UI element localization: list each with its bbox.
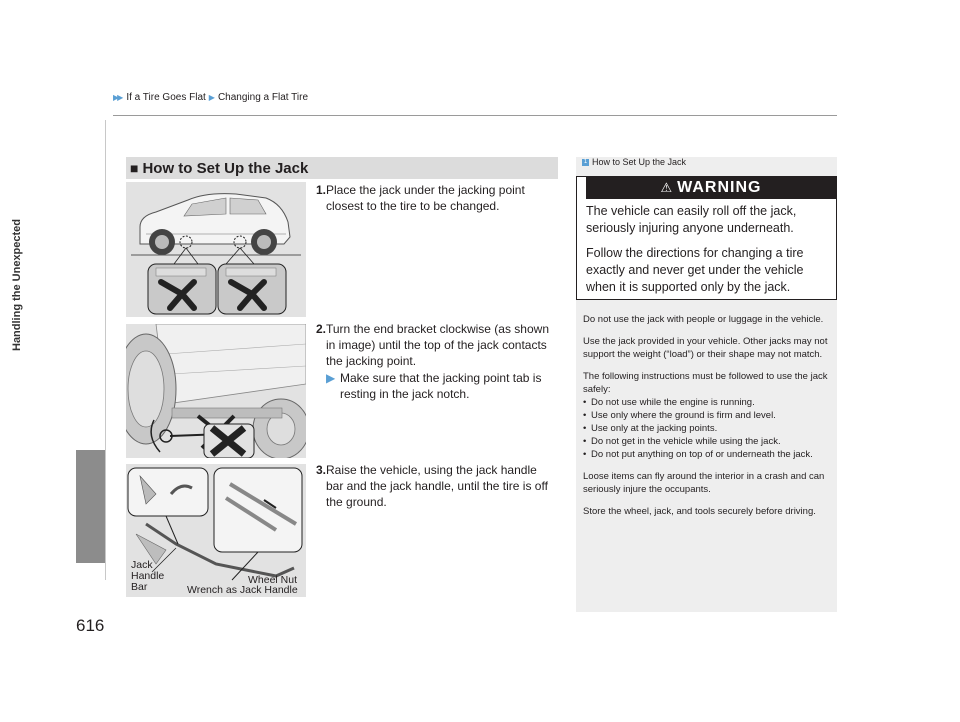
bullet-text: Use only at the jacking points.	[591, 423, 718, 434]
step-2	[316, 321, 556, 402]
figure-jacking-points	[126, 182, 306, 317]
note-number-icon: 1	[583, 158, 588, 165]
step-subnote	[326, 370, 556, 402]
breadcrumb-arrow-icon: ▶▶	[113, 93, 122, 102]
side-divider	[105, 120, 106, 580]
note-paragraph: Loose items can fly around the interior in a crash and can seriously injure the occupants.	[583, 471, 825, 495]
section-heading	[126, 157, 558, 179]
callout-wheel-nut: Wheel Nut	[248, 574, 298, 586]
step-text: Turn the end bracket clockwise (as shown in image) until the top of the jack contacts the jacking point.	[326, 322, 549, 368]
page-number: 616	[76, 616, 105, 635]
chapter-side-label: Handling the Unexpected	[11, 218, 23, 352]
step-text: Raise the vehicle, using the jack handle bar and the jack handle, until the tire is off the ground.	[326, 463, 548, 509]
step-number: 3.	[316, 463, 327, 477]
note-paragraph: The following instructions must be followed to use the jack safely:	[583, 371, 828, 395]
section-bullet-icon: ■	[130, 160, 139, 176]
notes-body	[583, 313, 831, 527]
car-jack-illustration	[126, 182, 306, 317]
bullet-item: • Do not get in the vehicle while using the jack.	[583, 436, 781, 447]
note-title-text: How to Set Up the Jack	[592, 157, 687, 167]
bullet-text: Use only where the ground is firm and level.	[591, 410, 776, 421]
figure-jack-placement	[126, 324, 306, 458]
section-title: How to Set Up the Jack	[142, 159, 309, 177]
callout-jack-handle-bar: Jack Handle Bar	[131, 559, 165, 593]
bullet-text: Do not put anything on top of or underneath the jack.	[591, 449, 813, 460]
arrow-right-icon: ▶	[326, 371, 336, 385]
bullet-text: Do not get in the vehicle while using the jack.	[591, 436, 781, 447]
step-text: Place the jack under the jacking point closest to the tire to be changed.	[326, 183, 525, 213]
warning-icon: ⚠	[660, 180, 674, 195]
step-subnote-text: Make sure that the jacking point tab is resting in the jack notch.	[340, 371, 542, 401]
chapter-tab	[76, 450, 105, 563]
step-1	[316, 182, 556, 214]
breadcrumb	[113, 92, 308, 103]
warning-label: WARNING	[677, 179, 762, 196]
step-3	[316, 462, 556, 510]
bullet-item: • Use only where the ground is firm and level.	[583, 410, 776, 421]
warning-text-1: The vehicle can easily roll off the jack, seriously injuring anyone underneath.	[586, 204, 797, 235]
header-divider	[113, 115, 837, 116]
breadcrumb-arrow-icon: ▶	[208, 93, 213, 102]
warning-text-2: Follow the directions for changing a tire exactly and never get under the vehicle when it is supported only by the jack.	[586, 246, 804, 294]
bullet-item: • Do not put anything on top of or underneath the jack.	[583, 449, 813, 460]
warning-header	[586, 177, 836, 199]
note-paragraph: Store the wheel, jack, and tools securely before driving.	[583, 506, 816, 517]
step-number: 1.	[316, 183, 327, 197]
bullet-item: • Do not use while the engine is running.	[583, 397, 755, 408]
note-paragraph: Do not use the jack with people or luggage in the vehicle.	[583, 314, 824, 325]
breadcrumb-item[interactable]: Changing a Flat Tire	[217, 92, 309, 103]
bullet-item: • Use only at the jacking points.	[583, 423, 718, 434]
callout-wrench: Wrench as Jack Handle	[187, 584, 298, 596]
breadcrumb-item[interactable]: If a Tire Goes Flat	[126, 92, 206, 103]
note-paragraph: Use the jack provided in your vehicle. Other jacks may not support the weight (“load”) or their shape may not match.	[583, 336, 828, 360]
step-number: 2.	[316, 322, 327, 336]
note-title	[582, 157, 686, 167]
jack-placement-illustration	[126, 324, 306, 458]
bullet-text: Do not use while the engine is running.	[591, 397, 755, 408]
